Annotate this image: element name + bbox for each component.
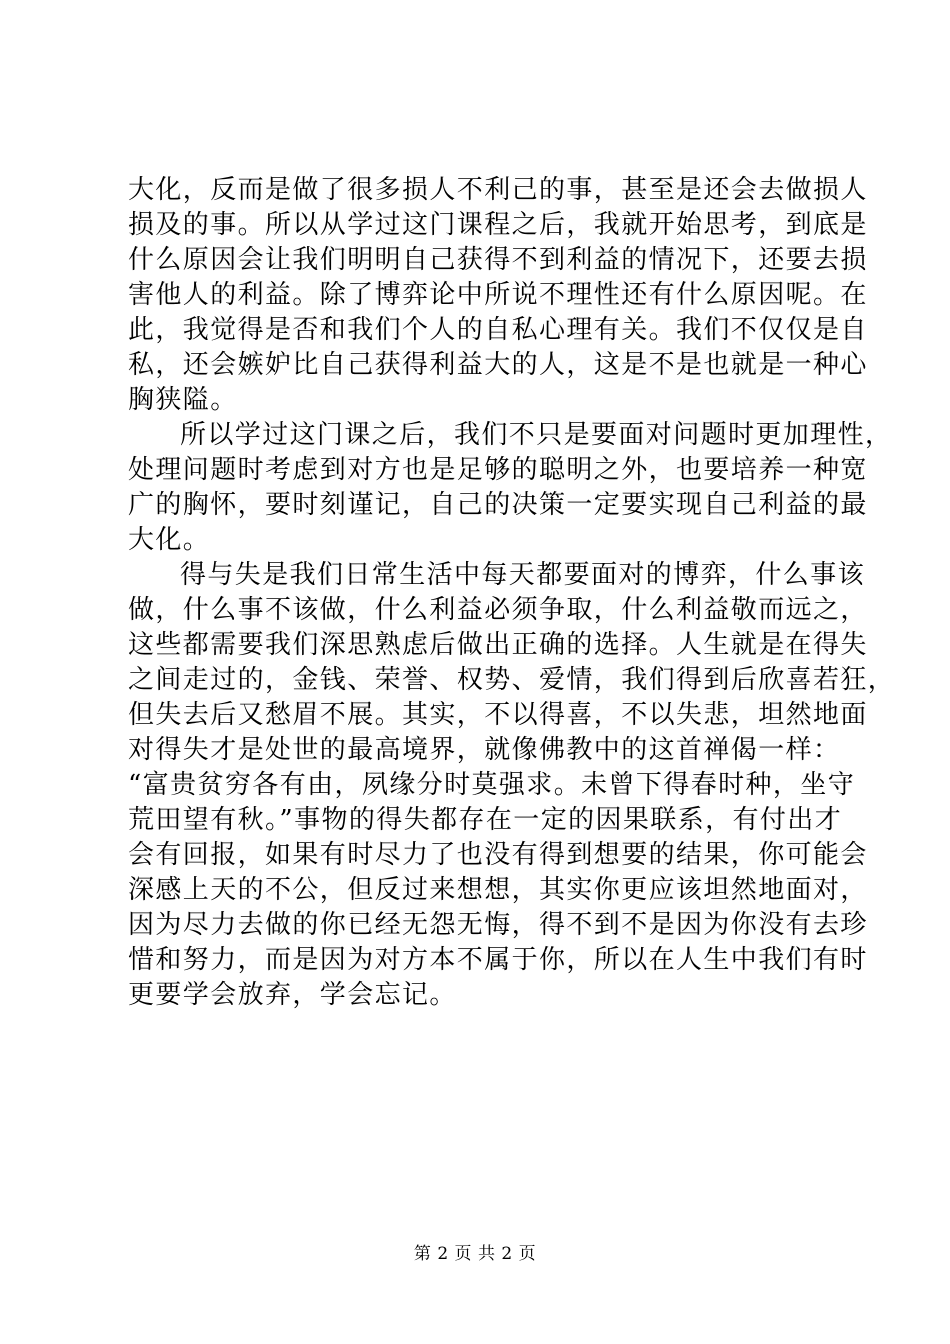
text-line: “富贵贫穷各有由，夙缘分时莫强求。未曾下得春时种，坐守 [128, 770, 856, 800]
paragraph-first-line: 得与失是我们日常生活中每天都要面对的博弈，什么事该 [180, 560, 866, 590]
page-number-footer: 第 2 页 共 2 页 [413, 1244, 537, 1264]
paragraph-first-line: 所以学过这门课之后，我们不只是要面对问题时更加理性， [180, 420, 893, 450]
text-line: 胸狭隘。 [128, 385, 238, 415]
text-line: 荒田望有秋。”事物的得失都存在一定的因果联系，有付出才 [128, 805, 843, 835]
text-line: 惜和努力，而是因为对方本不属于你，所以在人生中我们有时 [128, 945, 868, 975]
text-line: 广的胸怀，要时刻谨记，自己的决策一定要实现自己利益的最 [128, 490, 868, 520]
text-line: 处理问题时考虑到对方也是足够的聪明之外，也要培养一种宽 [128, 455, 868, 485]
text-line: 私，还会嫉妒比自己获得利益大的人，这是不是也就是一种心 [128, 350, 868, 380]
text-line: 这些都需要我们深思熟虑后做出正确的选择。人生就是在得失 [128, 630, 868, 660]
text-line: 会有回报，如果有时尽力了也没有得到想要的结果，你可能会 [128, 840, 868, 870]
text-line: 更要学会放弃，学会忘记。 [128, 980, 457, 1010]
text-line: 大化，反而是做了很多损人不利己的事，甚至是还会去做损人 [128, 175, 868, 205]
text-line: 害他人的利益。除了博弈论中所说不理性还有什么原因呢。在 [128, 280, 868, 310]
text-line: 但失去后又愁眉不展。其实，不以得喜，不以失悲，坦然地面 [128, 700, 868, 730]
document-body [128, 173, 896, 1013]
text-line: 深感上天的不公，但反过来想想，其实你更应该坦然地面对， [128, 875, 868, 905]
text-line: 什么原因会让我们明明自己获得不到利益的情况下，还要去损 [128, 245, 868, 275]
text-line: 此，我觉得是否和我们个人的自私心理有关。我们不仅仅是自 [128, 315, 868, 345]
text-line: 做，什么事不该做，什么利益必须争取，什么利益敬而远之， [128, 595, 868, 625]
text-line: 因为尽力去做的你已经无怨无悔，得不到不是因为你没有去珍 [128, 910, 868, 940]
text-line: 对得失才是处世的最高境界，就像佛教中的这首禅偈一样： [128, 735, 841, 765]
text-line: 损及的事。所以从学过这门课程之后，我就开始思考，到底是 [128, 210, 868, 240]
text-line: 大化。 [128, 525, 211, 555]
text-line: 之间走过的，金钱、荣誉、权势、爱情，我们得到后欣喜若狂， [128, 665, 896, 695]
